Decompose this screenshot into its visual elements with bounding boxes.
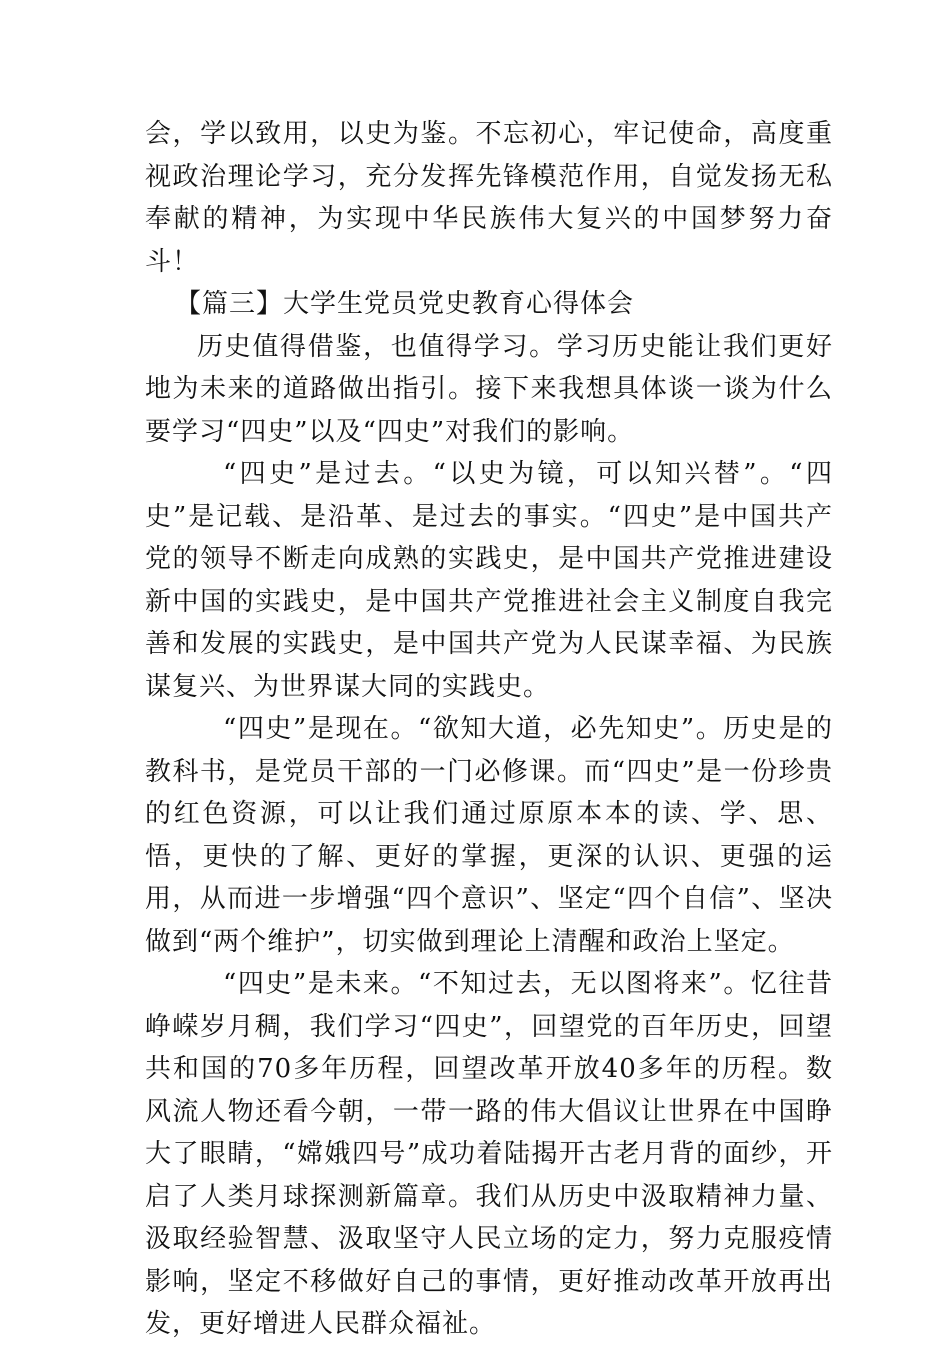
paragraph-future: “四史”是未来。“不知过去，无以图将来”。忆往昔峥嵘岁月稠，我们学习“四史”，回望党的百年历史，回望共和国的70多年历程，回望改革开放40多年的历程。数风流人物还看今朝，一带一路的伟大倡议让世界在中国睁大了眼睛，“嫦娥四号”成功着陆揭开古老月背的面纱，开启了人类月球探测新篇章。我们从历史中汲取精神力量、汲取经验智慧、汲取坚守人民立场的定力，努力克服疫情影响，坚定不移做好自己的事情，更好推动改革开放再出发，更好增进人民群众福祉。: [145, 969, 833, 1339]
paragraph-past: “四史”是过去。“以史为镜，可以知兴替”。“四史”是记载、是沿革、是过去的事实。“四史”是中国共产党的领导不断走向成熟的实践史，是中国共产党推进建设新中国的实践史，是中国共产党推进社会主义制度自我完善和发展的实践史，是中国共产党为人民谋幸福、为民族谋复兴、为世界谋大同的实践史。: [145, 459, 833, 702]
document-body: [145, 113, 833, 1346]
paragraph-present: “四史”是现在。“欲知大道，必先知史”。历史是的教科书，是党员干部的一门必修课。而“四史”是一份珍贵的红色资源，可以让我们通过原原本本的读、学、思、悟，更快的了解、更好的掌握，更深的认识、更强的运用，从而进一步增强“四个意识”、坚定“四个自信”、坚决做到“两个维护”，切实做到理论上清醒和政治上坚定。: [145, 714, 833, 957]
section-heading: 【篇三】大学生党员党史教育心得体会: [175, 289, 635, 319]
paragraph-continuation: 会，学以致用，以史为鉴。不忘初心，牢记使命，高度重视政治理论学习，充分发挥先锋模范作用，自觉发扬无私奉献的精神，为实现中华民族伟大复兴的中国梦努力奋斗！: [145, 119, 833, 277]
paragraph-intro: 历史值得借鉴，也值得学习。学习历史能让我们更好地为未来的道路做出指引。接下来我想具体谈一谈为什么要学习“四史”以及“四史”对我们的影响。: [145, 331, 833, 447]
